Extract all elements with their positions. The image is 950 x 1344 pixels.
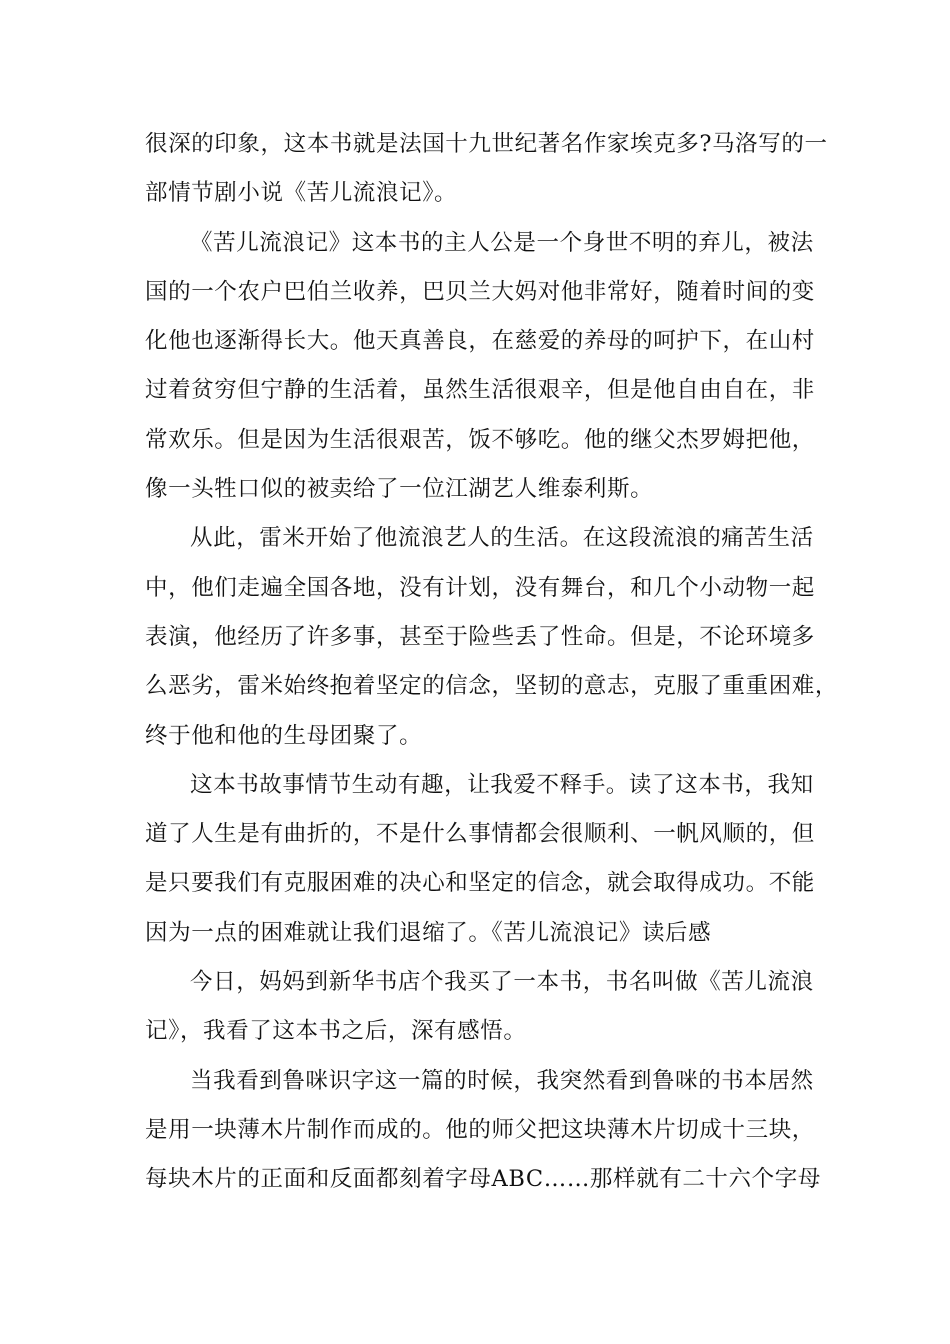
- text-line: 《苦儿流浪记》这本书的主人公是一个身世不明的弃儿，被法: [190, 229, 814, 256]
- text-line: 因为一点的困难就让我们退缩了。《苦儿流浪记》读后感: [145, 919, 712, 946]
- document-body: [145, 120, 839, 1205]
- text-line: 当我看到鲁咪识字这一篇的时候，我突然看到鲁咪的书本居然: [190, 1067, 814, 1094]
- text-line: 记》，我看了这本书之后，深有感悟。: [145, 1018, 527, 1045]
- paragraph-6-cont: [145, 1106, 825, 1205]
- paragraph-6: [145, 1057, 825, 1106]
- text-line: 从此，雷米开始了他流浪艺人的生活。在这段流浪的痛苦生活: [190, 525, 814, 552]
- text-line: 这本书故事情节生动有趣，让我爱不释手。读了这本书，我知: [190, 771, 814, 798]
- text-line: 中，他们走遍全国各地，没有计划，没有舞台，和几个小动物一起: [145, 574, 815, 601]
- paragraph-3: [145, 514, 825, 563]
- text-line: 道了人生是有曲折的，不是什么事情都会很顺利、一帆风顺的，但: [145, 821, 815, 848]
- text-line: 很深的印象，这本书就是法国十九世纪著名作家埃克多?马洛写的一: [145, 131, 828, 157]
- text-line: 像一头牲口似的被卖给了一位江湖艺人维泰利斯。: [145, 476, 654, 503]
- text-line: 常欢乐。但是因为生活很艰苦，饭不够吃。他的继父杰罗姆把他，: [145, 426, 815, 453]
- text-line: 国的一个农户巴伯兰收养，巴贝兰大妈对他非常好，随着时间的变: [145, 278, 815, 305]
- text-line: 过着贫穷但宁静的生活着，虽然生活很艰辛，但是他自由自在，非: [145, 377, 815, 404]
- text-line: 化他也逐渐得长大。他天真善良，在慈爱的养母的呵护下，在山村: [145, 328, 815, 355]
- text-line: 终于他和他的生母团聚了。: [145, 722, 423, 749]
- paragraph-4: [145, 761, 825, 810]
- text-line: 部情节剧小说《苦儿流浪记》。: [145, 180, 458, 207]
- paragraph-4-cont: [145, 810, 825, 958]
- text-line: 是只要我们有克服困难的决心和坚定的信念，就会取得成功。不能: [145, 870, 815, 897]
- text-line: 表演，他经历了许多事，甚至于险些丢了性命。但是，不论环境多: [145, 623, 815, 650]
- text-line: 今日，妈妈到新华书店个我买了一本书，书名叫做《苦儿流浪: [190, 969, 814, 996]
- text-line: 每块木片的正面和反面都刻着字母ABC……那样就有二十六个字母: [145, 1166, 821, 1193]
- paragraph-2-cont: [145, 268, 825, 514]
- text-line: 是用一块薄木片制作而成的。他的师父把这块薄木片切成十三块，: [145, 1116, 815, 1143]
- paragraph-3-cont: [145, 564, 839, 761]
- paragraph-1: [145, 120, 828, 219]
- paragraph-5: [145, 958, 825, 1007]
- text-line: 么恶劣，雷米始终抱着坚定的信念，坚韧的意志，克服了重重困难，: [145, 673, 839, 700]
- paragraph-5-cont: [145, 1007, 825, 1056]
- paragraph-2: [145, 219, 825, 268]
